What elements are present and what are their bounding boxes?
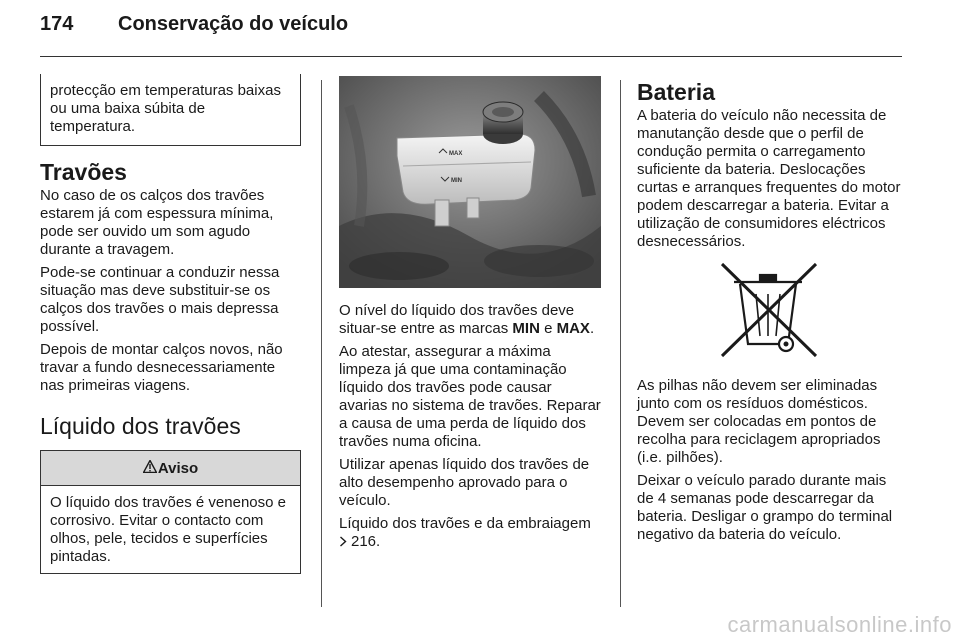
reference-paragraph: Líquido dos travões e da embraiagem 216. (339, 515, 591, 550)
crossed-out-bin-icon (716, 258, 824, 360)
warning-header (41, 451, 300, 486)
column-divider (321, 80, 322, 607)
page-reference-arrow-icon (339, 534, 347, 552)
brakes-paragraph: Depois de montar calços novos, não travar a fundo desnecessariamente nas primeiras viagens. (40, 341, 283, 394)
cleanliness-paragraph: Ao atestar, assegurar a máxima limpeza já que uma contaminação líquido dos travões pode causar avarias no sistema de travões. Reparar a causa de uma perda de líquido dos travões numa oficina. (339, 343, 601, 450)
warning-text: O líquido dos travões é venenoso e corrosivo. Evitar o contacto com olhos, pele, tecidos e superfícies pintadas. (50, 494, 286, 565)
brakes-heading: Travões (40, 159, 127, 185)
battery-section (637, 78, 903, 251)
min-mark-label: MIN (451, 178, 462, 184)
column-divider (620, 80, 621, 607)
fluid-section-heading-wrap (40, 412, 241, 440)
page-number: 174 (40, 13, 74, 35)
min-mark-text: MIN (512, 320, 540, 337)
battery-heading: Bateria (637, 79, 715, 105)
battery-disposal-section (637, 377, 903, 544)
continued-note-box (40, 74, 301, 146)
middle-text (339, 302, 604, 552)
page-title: Conservação do veículo (118, 13, 349, 35)
battery-paragraph: Deixar o veículo parado durante mais de 4 semanas pode descarregar da bateria. Desligar o grampo do terminal negativo da bateria do veículo. (637, 472, 893, 543)
max-mark-text: MAX (556, 320, 590, 337)
battery-paragraph: A bateria do veículo não necessita de manutanção desde que o perfil de condução permita o carregamento suficiente da bateria. Deslocações curtas e arranques frequentes do motor podem descarregar a bateria. Evitar a utilização de consumidores eléctricos desnecessários. (637, 107, 901, 250)
watermark: carmanualsonline.info (727, 612, 952, 637)
warning-title: Aviso (157, 459, 199, 477)
fluid-heading: Líquido dos travões (40, 413, 241, 439)
warning-box (40, 450, 301, 574)
brakes-paragraph: No caso de os calços dos travões estarem já com espessura mínima, pode ser ouvido um som agudo durante a travagem. (40, 187, 274, 258)
page-reference-link[interactable]: 216. (351, 533, 381, 550)
continued-note-text: protecção em temperaturas baixas ou uma baixa súbita de temperatura. (50, 82, 281, 135)
battery-paragraph: As pilhas não devem ser eliminadas junto com os resíduos domésticos. Devem ser colocadas em pontos de recolha para reciclagem apropriados (i.e. pilhões). (637, 377, 881, 466)
fluid-level-paragraph: O nível do líquido dos travões deve situar-se entre as marcas MIN e MAX. (339, 302, 595, 337)
header-rule (40, 56, 902, 57)
max-mark-label: MAX (449, 151, 463, 157)
approved-fluid-paragraph: Utilizar apenas líquido dos travões de alto desempenho aprovado para o veículo. (339, 456, 590, 509)
brakes-paragraph: Pode-se continuar a conduzir nessa situação mas deve substituir-se os calços dos travões o mais depressa possível. (40, 264, 280, 335)
brakes-section (40, 158, 302, 395)
warning-triangle-icon (143, 460, 157, 477)
brake-fluid-reservoir-photo (339, 76, 601, 288)
